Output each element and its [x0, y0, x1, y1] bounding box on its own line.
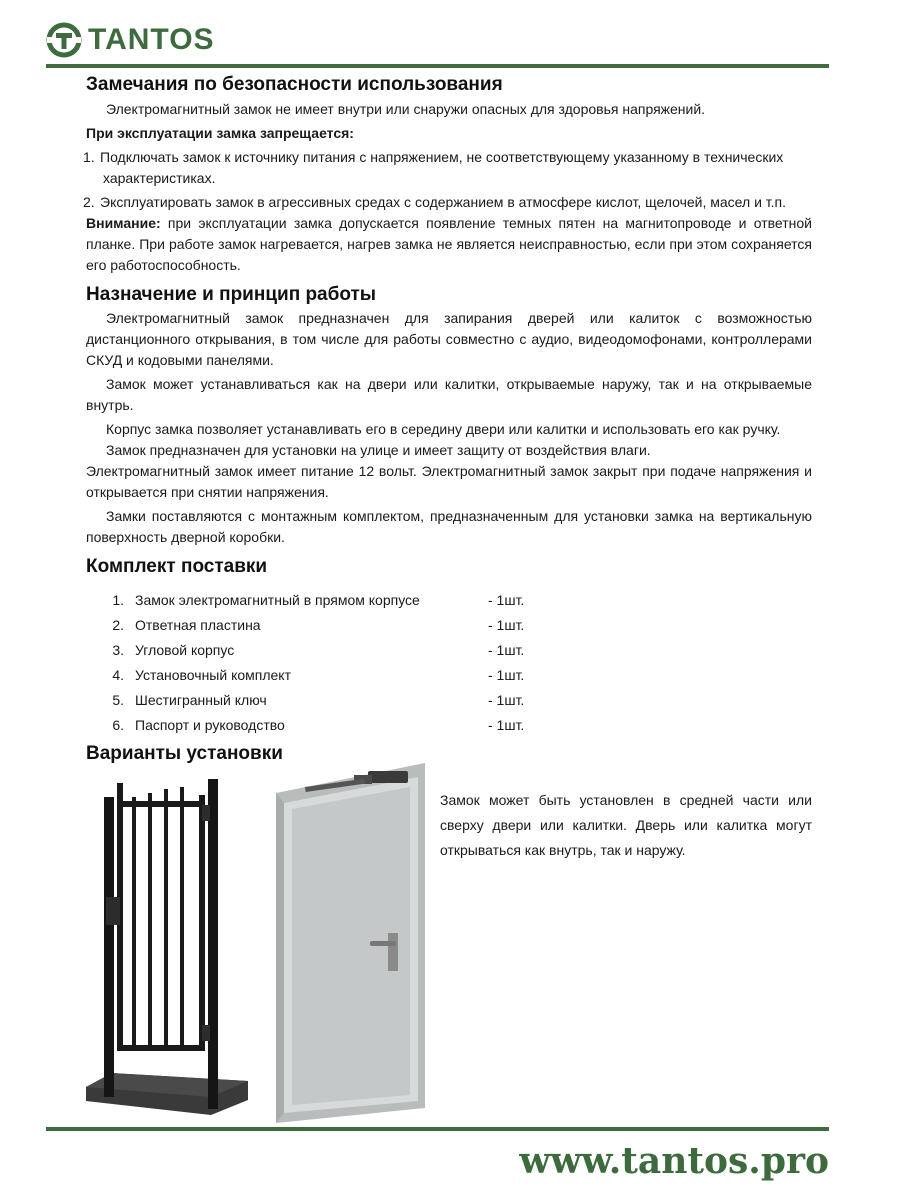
kit-item: 6. Паспорт и руководство - 1шт.: [112, 717, 525, 733]
install-description: Замок может быть установлен в средней части или сверху двери или калитки. Дверь или калитка могут открываться как внутрь, так и наружу.: [440, 792, 812, 858]
kit-item: 5. Шестигранный ключ - 1шт.: [112, 692, 525, 708]
tantos-logo-icon: [44, 21, 84, 59]
kit-item: 4. Установочный комплект - 1шт.: [112, 667, 525, 683]
header-divider: [46, 64, 829, 68]
document-body: [83, 72, 812, 767]
footer-url: www.tantos.pro: [519, 1140, 829, 1182]
kit-item: 2. Ответная пластина - 1шт.: [112, 617, 525, 633]
install-heading: Варианты установки: [86, 743, 283, 764]
attention-paragraph: Внимание: при эксплуатации замка допускается появление темных пятен на магнитопроводе и ответной планке. При работе замок нагревается, нагрев замка не является неисправностью, если при этом сохраняется его работоспособность.: [86, 215, 812, 273]
logo-text: TANTOS: [88, 23, 215, 56]
purpose-paragraph: Замки поставляются с монтажным комплектом, предназначенным для установки замка на вертикальную поверхность дверной коробки.: [86, 508, 812, 545]
safety-heading: Замечания по безопасности использования: [86, 74, 503, 95]
brand-logo: [44, 20, 215, 60]
list-item: 2. Эксплуатировать замок в агрессивных средах с содержанием в атмосфере кислот, щелочей, масел и т.п.: [83, 194, 786, 210]
door-illustration: [270, 763, 430, 1123]
gate-illustration: [86, 775, 251, 1115]
list-item: 1. Подключать замок к источнику питания с напряжением, не соответствующему указанному в технических характеристиках.: [83, 149, 784, 186]
prohibited-heading: При эксплуатации замка запрещается:: [86, 125, 354, 141]
purpose-paragraph: Замок может устанавливаться как на двери или калитки, открываемые наружу, так и на открываемые внутрь.: [86, 376, 812, 413]
footer-divider: [46, 1127, 829, 1131]
purpose-paragraph: Корпус замка позволяет устанавливать его в середину двери или калитки и использовать его как ручку.: [106, 421, 781, 437]
kit-heading: Комплект поставки: [86, 556, 268, 577]
safety-intro: Электромагнитный замок не имеет внутри или снаружи опасных для здоровья напряжений.: [106, 101, 706, 117]
purpose-paragraph: Электромагнитный замок имеет питание 12 вольт. Электромагнитный замок закрыт при подаче напряжения и открывается при снятии напряжения.: [86, 463, 812, 500]
kit-item: 1. Замок электромагнитный в прямом корпусе - 1шт.: [112, 592, 525, 608]
kit-list: [86, 588, 812, 738]
purpose-heading: Назначение и принцип работы: [86, 284, 377, 305]
purpose-paragraph: Замок предназначен для установки на улице и имеет защиту от воздействия влаги.: [106, 442, 651, 458]
purpose-paragraph: Электромагнитный замок предназначен для запирания дверей или калиток с возможностью дистанционного открывания, в том числе для работы совместно с аудио, видеодомофонами, контроллерами СКУД и кодовыми панелями.: [86, 310, 812, 368]
kit-item: 3. Угловой корпус - 1шт.: [112, 642, 525, 658]
